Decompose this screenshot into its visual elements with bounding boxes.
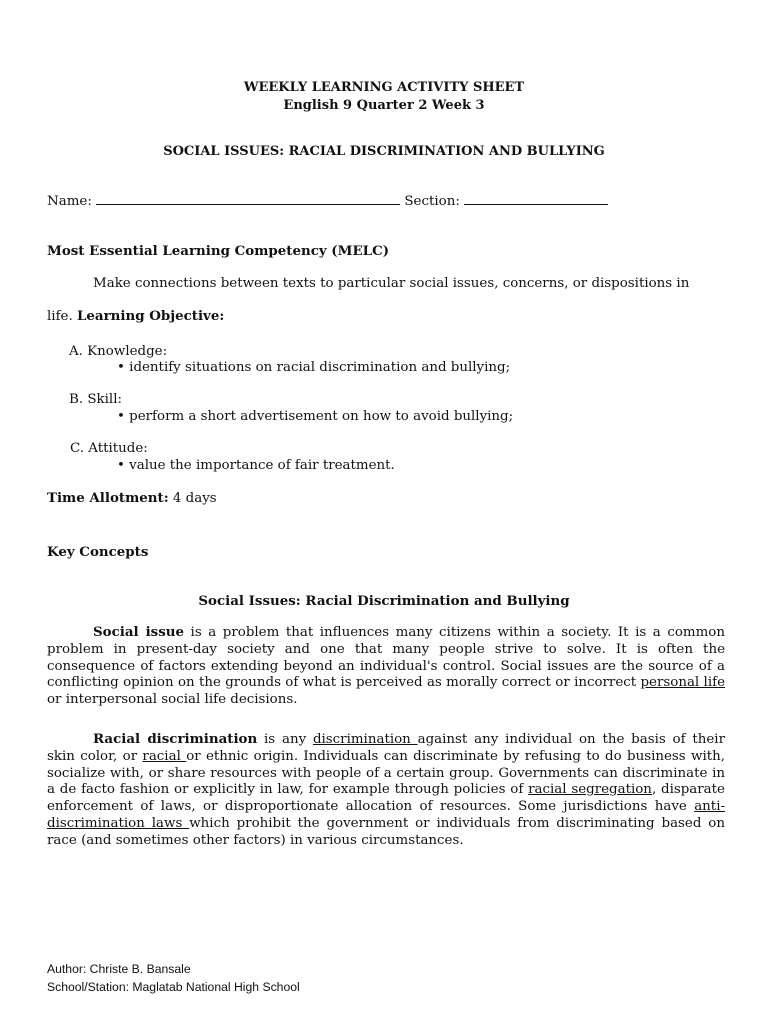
lesson-title: SOCIAL ISSUES: RACIAL DISCRIMINATION AND BULLYING: [163, 144, 605, 159]
melc-text-line2: [47, 308, 224, 324]
racial-link[interactable]: racial: [142, 748, 187, 764]
objective-a-item: • identify situations on racial discrimination and bullying;: [117, 360, 511, 375]
name-blank[interactable]: [96, 191, 400, 205]
time-allotment-label: Time Allotment:: [47, 490, 169, 506]
objective-a-label: A. Knowledge:: [69, 344, 168, 359]
melc-heading: Most Essential Learning Competency (MELC): [47, 243, 390, 259]
paragraph-text: is any: [257, 732, 313, 747]
objective-b-label: B. Skill:: [69, 392, 123, 407]
sheet-title: WEEKLY LEARNING ACTIVITY SHEET: [243, 80, 525, 95]
sheet-subtitle: English 9 Quarter 2 Week 3: [283, 98, 485, 113]
discrimination-link[interactable]: discrimination: [312, 732, 418, 747]
paragraph-text: , disparate enforcement of laws, or disproportionate allocation of resources. Some jurisdictions have: [47, 782, 725, 815]
key-concepts-heading: Key Concepts: [47, 544, 149, 560]
name-section-row: [47, 191, 608, 209]
school-line: School/Station: Maglatab National High School: [47, 980, 300, 994]
racial-discrimination-term: Racial discrimination: [93, 731, 258, 747]
objective-c-label: C. Attitude:: [70, 441, 148, 456]
learning-objective-heading: Learning Objective:: [76, 308, 225, 324]
time-allotment-value: 4 days: [168, 491, 217, 506]
racial-discrimination-paragraph: [47, 731, 725, 850]
paragraph-text: which prohibit the government or individuals from discriminating based on race (and sometimes other factors) in various circumstances.: [47, 815, 725, 848]
paragraph-text: against any individual on the basis of their skin color, or: [47, 732, 725, 764]
paragraph-text: is a problem that influences many citizens within a society. It is a common problem in present-day society and one that many people strive to solve. It is often the consequence of factors extending beyond an individual's control. Social issues are the source of a conflicting opinion on the grounds of what is perceived as morally correct or incorrect: [47, 625, 725, 691]
objective-b-item: • perform a short advertisement on how to avoid bullying;: [117, 409, 514, 424]
key-concepts-subheading: Social Issues: Racial Discrimination and Bullying: [198, 593, 570, 609]
personal-life-link[interactable]: personal life: [640, 675, 725, 691]
section-blank[interactable]: [464, 191, 608, 205]
time-allotment: [47, 490, 217, 506]
footer: [47, 960, 300, 996]
section-label: Section:: [404, 194, 460, 209]
social-issue-paragraph: [47, 624, 725, 709]
paragraph-text: or interpersonal social life decisions.: [47, 692, 298, 708]
author-line: Author: Christe B. Bansale: [47, 962, 191, 976]
racial-segregation-link[interactable]: racial segregation: [528, 782, 652, 798]
social-issue-term: Social issue: [93, 624, 184, 640]
objective-c-item: • value the importance of fair treatment.: [117, 458, 395, 473]
melc-text-line1: Make connections between texts to particular social issues, concerns, or dispositions in: [93, 276, 690, 291]
anti-discrimination-laws-link[interactable]: anti-discrimination laws: [47, 799, 725, 831]
melc-text-life: life.: [47, 309, 73, 324]
name-label: Name:: [47, 194, 92, 209]
paragraph-text: or ethnic origin. Individuals can discriminate by refusing to do business with, socialize with, or share resources with people of a certain group. Governments can discriminate in a de facto fashion or explicitly in law, for example through policies of: [47, 748, 725, 798]
